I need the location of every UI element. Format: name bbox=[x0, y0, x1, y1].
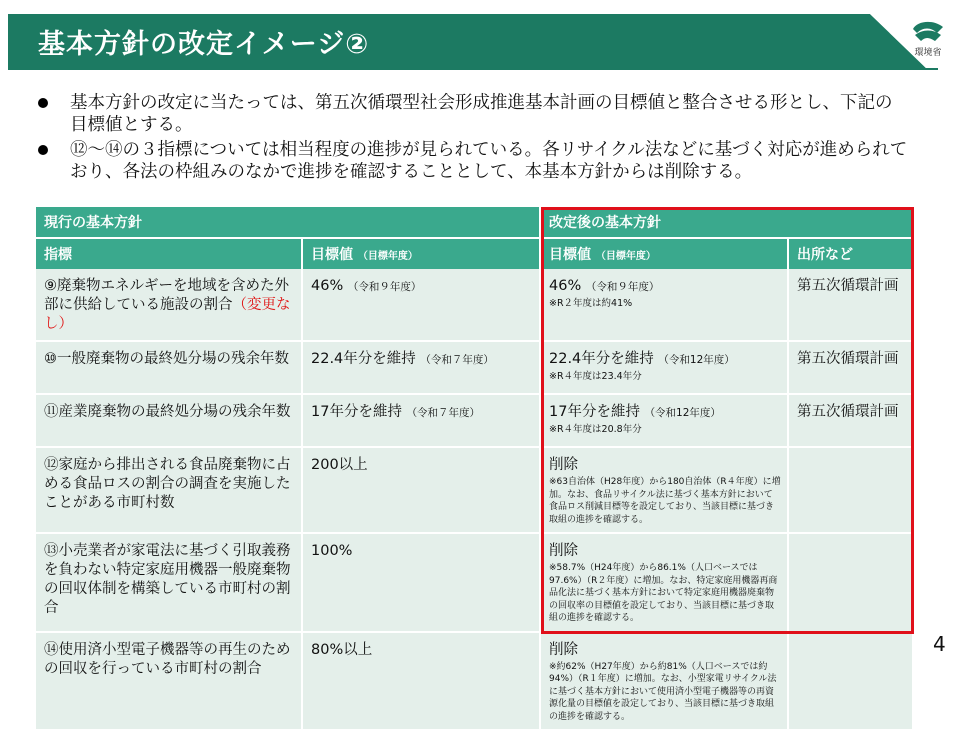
indicator-table bbox=[36, 207, 914, 731]
target-cell: 80%以上 bbox=[302, 632, 540, 731]
target-cell: 22.4年分を維持 （令和７年度） bbox=[302, 341, 540, 394]
table-row bbox=[36, 269, 913, 341]
source-cell: 第五次循環計画 bbox=[788, 341, 913, 394]
indicator-cell: ⑬小売業者が家電法に基づく引取義務を負わない特定家庭用機器一般廃棄物の回収体制を構築している市町村の割合 bbox=[36, 533, 302, 632]
column-header-row bbox=[36, 238, 913, 269]
indicator-cell: ⑩一般廃棄物の最終処分場の残余年数 bbox=[36, 341, 302, 394]
target-cell: 200以上 bbox=[302, 447, 540, 533]
bullet-item bbox=[38, 139, 908, 183]
table-row bbox=[36, 533, 913, 632]
source-cell bbox=[788, 533, 913, 632]
bullet-text: 基本方針の改定に当たっては、第五次循環型社会形成推進基本計画の目標値と整合させる形とし、下記の目標値とする。 bbox=[70, 93, 893, 135]
logo-icon bbox=[903, 15, 953, 45]
new-target-cell: 17年分を維持 （令和12年度） ※R４年度は20.8年分 bbox=[540, 394, 788, 447]
source-cell bbox=[788, 447, 913, 533]
logo-text: 環境省 bbox=[914, 48, 942, 58]
bullet-text: ⑫～⑭の３指標については相当程度の進捗が見られている。各リサイクル法などに基づく対応が進められており、各法の枠組みのなかで進捗を確認することとして、本基本方針からは削除する。 bbox=[70, 140, 908, 182]
bullet-dot-icon bbox=[38, 98, 48, 108]
indicator-cell: ⑭使用済小型電子機器等の再生のための回収を行っている市町村の割合 bbox=[36, 632, 302, 731]
target-cell: 46% （令和９年度） bbox=[302, 269, 540, 341]
indicator-cell: ⑪産業廃棄物の最終処分場の残余年数 bbox=[36, 394, 302, 447]
table-row bbox=[36, 447, 913, 533]
target-cell: 17年分を維持 （令和７年度） bbox=[302, 394, 540, 447]
title-bar bbox=[8, 14, 938, 70]
bullet-item bbox=[38, 92, 908, 136]
indicator-cell: ⑫家庭から排出される食品廃棄物に占める食品ロスの割合の調査を実施したことがある市町村数 bbox=[36, 447, 302, 533]
target-cell: 100% bbox=[302, 533, 540, 632]
source-cell: 第五次循環計画 bbox=[788, 394, 913, 447]
page-number: 4 bbox=[933, 632, 946, 656]
page-title: 基本方針の改定イメージ② bbox=[38, 29, 370, 60]
col-target: 目標値 （目標年度） bbox=[302, 238, 540, 269]
ministry-logo bbox=[903, 15, 953, 65]
source-cell bbox=[788, 632, 913, 731]
new-target-cell: 46% （令和９年度） ※R２年度は約41% bbox=[540, 269, 788, 341]
new-target-cell: 削除 ※63自治体（H28年度）から180自治体（R４年度）に増加。なお、食品リサイクル法に基づく基本方針において食品ロス削減目標等を設定しており、当該目標に基づき取組の進捗を確認する。 bbox=[540, 447, 788, 533]
unchanged-note: （変更なし） bbox=[44, 297, 291, 332]
section-header-row bbox=[36, 207, 913, 238]
bullet-list bbox=[38, 92, 908, 186]
new-target-cell: 22.4年分を維持 （令和12年度） ※R４年度は23.4年分 bbox=[540, 341, 788, 394]
new-target-cell: 削除 ※約62%（H27年度）から約81%（人口ベースでは約94%）（R１年度）に増加。なお、小型家電リサイクル法に基づく基本方針において使用済小型電子機器等の再資源化量の目標値を設定しており、当該目標に基づき取組の進捗を確認する。 bbox=[540, 632, 788, 731]
col-new-target: 目標値 （目標年度） bbox=[540, 238, 788, 269]
table-row bbox=[36, 632, 913, 731]
new-target-cell: 削除 ※58.7%（H24年度）から86.1%（人口ベースでは97.6%）（R２年度）に増加。なお、特定家庭用機器再商品化法に基づく基本方針において特定家庭用機器廃棄物の回収率の目標値を設定しており、当該目標に基づき取組の進捗を確認する。 bbox=[540, 533, 788, 632]
table-row bbox=[36, 394, 913, 447]
source-cell: 第五次循環計画 bbox=[788, 269, 913, 341]
col-source: 出所など bbox=[788, 238, 913, 269]
indicator-cell: ⑨廃棄物エネルギーを地域を含めた外部に供給している施設の割合（変更なし） bbox=[36, 269, 302, 341]
table-row bbox=[36, 341, 913, 394]
section-current: 現行の基本方針 bbox=[36, 207, 540, 238]
col-indicator: 指標 bbox=[36, 238, 302, 269]
bullet-dot-icon bbox=[38, 145, 48, 155]
section-revised: 改定後の基本方針 bbox=[540, 207, 913, 238]
